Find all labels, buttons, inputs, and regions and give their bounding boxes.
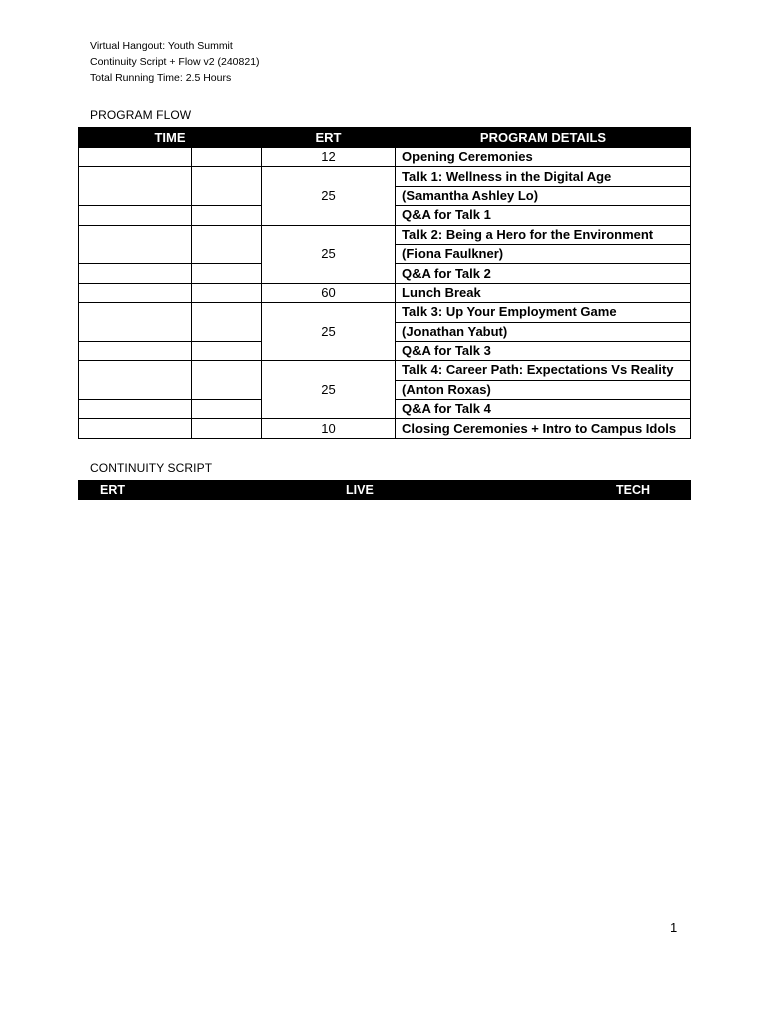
details-cell: Q&A for Talk 1 xyxy=(396,206,691,225)
time-end-cell xyxy=(192,206,262,225)
ert-cell: 25 xyxy=(262,361,396,419)
time-end-cell xyxy=(192,400,262,419)
time-column-header: TIME xyxy=(79,128,262,148)
table-row xyxy=(79,148,691,167)
table-row xyxy=(79,303,691,322)
time-start-cell xyxy=(79,341,192,360)
table-header-row xyxy=(79,128,691,148)
script-version: Continuity Script + Flow v2 (240821) xyxy=(90,56,260,68)
script-tech-column-header: TECH xyxy=(616,483,651,497)
details-cell: Q&A for Talk 2 xyxy=(396,264,691,283)
details-cell: Talk 2: Being a Hero for the Environment xyxy=(396,225,691,244)
ert-cell: 10 xyxy=(262,419,396,438)
table-row xyxy=(79,167,691,186)
time-start-cell xyxy=(79,419,192,438)
time-start-cell xyxy=(79,400,192,419)
document-header xyxy=(90,38,260,86)
table-row xyxy=(79,419,691,438)
time-end-cell xyxy=(192,283,262,302)
script-ert-column-header: ERT xyxy=(100,483,125,497)
time-start-cell xyxy=(79,206,192,225)
details-column-header: PROGRAM DETAILS xyxy=(396,128,691,148)
page-number: 1 xyxy=(670,920,678,935)
table-row xyxy=(79,225,691,244)
ert-cell: 25 xyxy=(262,225,396,283)
time-end-cell xyxy=(192,303,262,342)
time-start-cell xyxy=(79,361,192,400)
time-end-cell xyxy=(192,148,262,167)
details-cell: (Jonathan Yabut) xyxy=(396,322,691,341)
ert-cell: 12 xyxy=(262,148,396,167)
details-cell: Talk 3: Up Your Employment Game xyxy=(396,303,691,322)
ert-column-header: ERT xyxy=(262,128,396,148)
table-row xyxy=(79,283,691,302)
ert-cell: 25 xyxy=(262,303,396,361)
details-cell: Lunch Break xyxy=(396,283,691,302)
time-start-cell xyxy=(79,148,192,167)
continuity-script-header xyxy=(78,480,691,500)
ert-cell: 60 xyxy=(262,283,396,302)
details-cell: (Fiona Faulkner) xyxy=(396,244,691,263)
event-title: Virtual Hangout: Youth Summit xyxy=(90,40,233,52)
time-end-cell xyxy=(192,264,262,283)
time-end-cell xyxy=(192,225,262,264)
details-cell: Talk 1: Wellness in the Digital Age xyxy=(396,167,691,186)
details-cell: (Anton Roxas) xyxy=(396,380,691,399)
time-start-cell xyxy=(79,283,192,302)
details-cell: Closing Ceremonies + Intro to Campus Idols xyxy=(396,419,691,438)
details-cell: Opening Ceremonies xyxy=(396,148,691,167)
details-cell: (Samantha Ashley Lo) xyxy=(396,186,691,205)
table-row xyxy=(79,361,691,380)
time-end-cell xyxy=(192,167,262,206)
running-time: Total Running Time: 2.5 Hours xyxy=(90,72,232,84)
script-live-column-header: LIVE xyxy=(346,483,374,497)
time-start-cell xyxy=(79,264,192,283)
time-end-cell xyxy=(192,419,262,438)
program-flow-table xyxy=(78,127,691,439)
time-end-cell xyxy=(192,341,262,360)
details-cell: Q&A for Talk 3 xyxy=(396,341,691,360)
time-start-cell xyxy=(79,167,192,206)
time-start-cell xyxy=(79,225,192,264)
details-cell: Q&A for Talk 4 xyxy=(396,400,691,419)
time-start-cell xyxy=(79,303,192,342)
continuity-script-title: CONTINUITY SCRIPT xyxy=(90,461,213,475)
details-cell: Talk 4: Career Path: Expectations Vs Reality xyxy=(396,361,691,380)
program-flow-title: PROGRAM FLOW xyxy=(90,108,192,122)
ert-cell: 25 xyxy=(262,167,396,225)
time-end-cell xyxy=(192,361,262,400)
